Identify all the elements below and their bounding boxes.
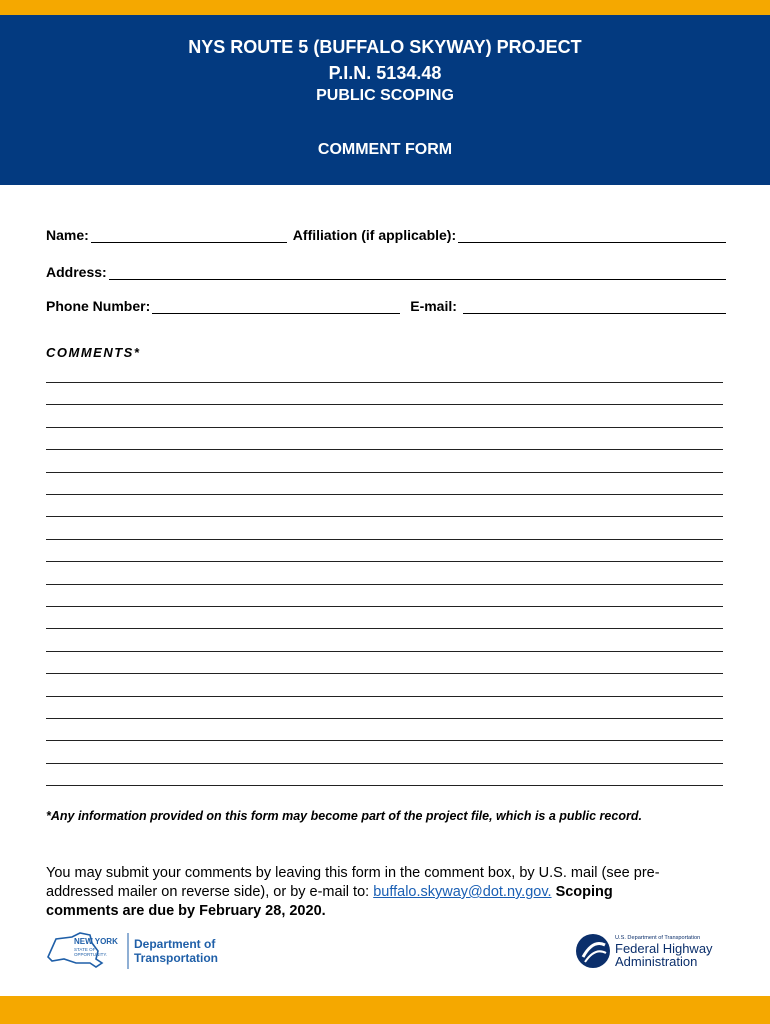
email-link[interactable]: buffalo.skyway@dot.ny.gov. — [373, 884, 552, 900]
nys-text-1: NEW YORK — [74, 937, 118, 946]
comment-line[interactable] — [46, 539, 723, 540]
top-accent-bar — [0, 0, 770, 15]
fhwa-logo — [575, 929, 725, 973]
comments-label: COMMENTS* — [46, 345, 141, 360]
fhwa-text-1: Federal Highway — [615, 941, 713, 956]
project-title: NYS ROUTE 5 (BUFFALO SKYWAY) PROJECT — [188, 37, 582, 57]
public-record-disclaimer: *Any information provided on this form may become part of the project file, which is a public record. — [46, 809, 642, 823]
nys-text-2: STATE OF — [74, 947, 96, 952]
affiliation-label: Affiliation (if applicable): — [292, 227, 457, 243]
comment-line[interactable] — [46, 584, 723, 585]
name-field[interactable] — [91, 228, 287, 243]
comment-line[interactable] — [46, 449, 723, 450]
comment-line[interactable] — [46, 718, 723, 719]
comment-line[interactable] — [46, 494, 723, 495]
comment-line[interactable] — [46, 516, 723, 517]
comment-line[interactable] — [46, 427, 723, 428]
fhwa-text-2: Administration — [615, 954, 698, 969]
comment-line[interactable] — [46, 763, 723, 764]
address-row — [46, 260, 726, 280]
deadline-text: Scoping comments are due by February 28, 2020. — [46, 884, 613, 919]
name-label: Name: — [46, 227, 89, 243]
comment-line[interactable] — [46, 785, 723, 786]
form-title: COMMENT FORM — [317, 141, 453, 158]
dot-text-1: Department of — [134, 937, 216, 951]
instructions-text: You may submit your comments by leaving this form in the comment box, by U.S. mail (see pre-addressed mailer on reverse side), or by e-mail to: — [46, 865, 660, 900]
comment-line[interactable] — [46, 561, 723, 562]
bottom-accent-bar — [0, 996, 770, 1024]
name-affiliation-row — [46, 223, 726, 243]
nys-text-3: OPPORTUNITY. — [74, 952, 108, 957]
email-field[interactable] — [463, 299, 726, 314]
fhwa-seal-icon — [576, 934, 610, 968]
address-field[interactable] — [109, 265, 726, 280]
comment-line[interactable] — [46, 673, 723, 674]
comment-line[interactable] — [46, 472, 723, 473]
comment-line[interactable] — [46, 382, 723, 383]
address-label: Address: — [46, 264, 107, 280]
phone-email-row — [46, 294, 726, 314]
nysdot-logo — [46, 929, 236, 975]
email-label: E-mail: — [410, 298, 457, 314]
submission-instructions — [46, 864, 686, 921]
phone-label: Phone Number: — [46, 298, 151, 314]
comment-line[interactable] — [46, 628, 723, 629]
dot-text-2: Transportation — [134, 951, 219, 965]
project-pin: P.I.N. 5134.48 — [328, 63, 442, 83]
phone-field[interactable] — [152, 299, 400, 314]
header-banner — [0, 15, 770, 185]
comment-line[interactable] — [46, 696, 723, 697]
comment-line[interactable] — [46, 606, 723, 607]
comment-line[interactable] — [46, 404, 723, 405]
affiliation-field[interactable] — [458, 228, 726, 243]
comment-line[interactable] — [46, 651, 723, 652]
comment-line[interactable] — [46, 740, 723, 741]
fhwa-usdot-text: U.S. Department of Transportation — [615, 935, 701, 941]
scoping-subtitle: PUBLIC SCOPING — [316, 87, 454, 104]
